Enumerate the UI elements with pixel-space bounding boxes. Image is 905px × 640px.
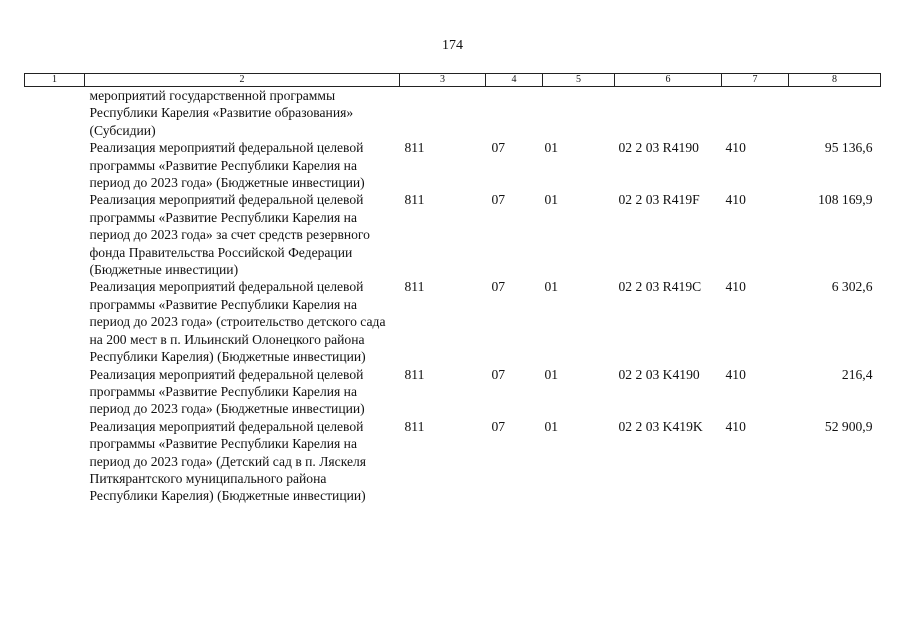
row-number-cell (25, 366, 85, 418)
row-number-cell (25, 139, 85, 191)
table-row (25, 366, 881, 418)
expense-type-cell: 410 (725, 418, 746, 434)
expense-type-cell: 410 (725, 279, 746, 295)
column-header-8: 8 (789, 74, 881, 87)
row-number-cell (25, 191, 85, 278)
target-article-cell: 02 2 03 R419C (618, 279, 702, 295)
ministry-code-cell: 811 (404, 279, 425, 295)
amount-cell: 216,4 (841, 366, 873, 382)
section-code-cell (486, 87, 543, 140)
row-number-cell (25, 87, 85, 140)
subsection-code-cell: 01 (544, 140, 559, 156)
column-header-3: 3 (400, 74, 486, 87)
section-code-cell: 07 (491, 140, 506, 156)
subsection-code-cell (543, 87, 615, 140)
expense-type-cell: 410 (725, 366, 746, 382)
expense-type-cell (722, 87, 789, 140)
column-header-1: 1 (25, 74, 85, 87)
ministry-code-cell: 811 (404, 366, 425, 382)
table-row (25, 87, 881, 140)
amount-cell: 108 169,9 (818, 192, 873, 208)
description-cell: Реализация мероприятий федеральной целевой программы «Развитие Республики Карелия на период до 2023 года» (Бюджетные инвестиции) (89, 366, 365, 417)
section-code-cell: 07 (491, 366, 506, 382)
column-header-5: 5 (543, 74, 615, 87)
column-header-4: 4 (486, 74, 543, 87)
subsection-code-cell: 01 (544, 366, 559, 382)
amount-cell: 52 900,9 (824, 418, 873, 434)
page-number: 174 (442, 38, 463, 53)
table-row (25, 191, 881, 278)
ministry-code-cell: 811 (404, 140, 425, 156)
target-article-cell: 02 2 03 R4190 (618, 140, 699, 156)
description-cell: Реализация мероприятий федеральной целевой программы «Развитие Республики Карелия на период до 2023 года» (Бюджетные инвестиции) (89, 140, 365, 191)
row-number-cell (25, 278, 85, 365)
expense-type-cell: 410 (725, 140, 746, 156)
row-number-cell (25, 418, 85, 505)
target-article-cell: 02 2 03 K419K (618, 418, 703, 434)
section-code-cell: 07 (491, 279, 506, 295)
ministry-code-cell: 811 (404, 418, 425, 434)
column-header-2: 2 (85, 74, 400, 87)
target-article-cell (615, 87, 722, 140)
table-row (25, 139, 881, 191)
subsection-code-cell: 01 (544, 418, 559, 434)
description-cell: мероприятий государственной программы Республики Карелия «Развитие образования» (Субсидии) (89, 88, 354, 138)
table-header-row (25, 74, 881, 87)
expense-type-cell: 410 (725, 192, 746, 208)
section-code-cell: 07 (491, 192, 506, 208)
ministry-code-cell (400, 87, 486, 140)
ministry-code-cell: 811 (404, 192, 425, 208)
subsection-code-cell: 01 (544, 279, 559, 295)
table-row (25, 278, 881, 365)
description-cell: Реализация мероприятий федеральной целевой программы «Развитие Республики Карелия на период до 2023 года» (строительство детского сада на 200 мест в п. Ильинский Олонецкого района Республики Карелия) (Бюджетные инвестиции) (89, 279, 386, 365)
amount-cell: 95 136,6 (824, 140, 873, 156)
target-article-cell: 02 2 03 R419F (618, 192, 700, 208)
amount-cell: 6 302,6 (831, 279, 873, 295)
budget-table (24, 73, 881, 505)
target-article-cell: 02 2 03 K4190 (618, 366, 700, 382)
amount-cell (789, 87, 881, 140)
column-header-6: 6 (615, 74, 722, 87)
subsection-code-cell: 01 (544, 192, 559, 208)
section-code-cell: 07 (491, 418, 506, 434)
table-row (25, 418, 881, 505)
description-cell: Реализация мероприятий федеральной целевой программы «Развитие Республики Карелия на период до 2023 года» за счет средств резервного фонда Правительства Российской Федерации (Бюджетные инвестиции) (89, 192, 370, 278)
description-cell: Реализация мероприятий федеральной целевой программы «Развитие Республики Карелия на период до 2023 года» (Детский сад в п. Ляскеля Питкярантского муниципального района Республики Карелия) (Бюджетные инвестиции) (89, 418, 367, 504)
column-header-7: 7 (722, 74, 789, 87)
